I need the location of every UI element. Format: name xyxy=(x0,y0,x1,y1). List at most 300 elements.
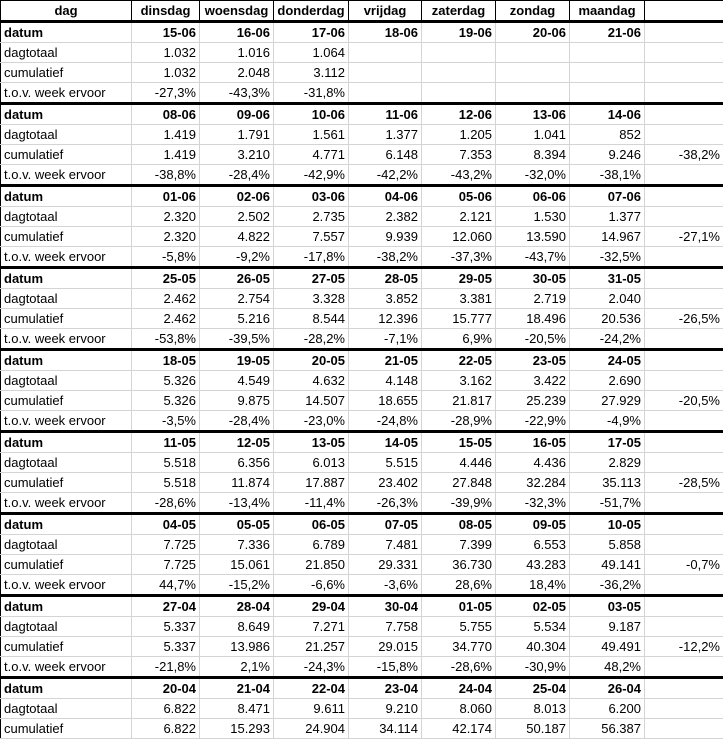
row-label: t.o.v. week ervoor xyxy=(1,657,132,678)
week-total-cell xyxy=(645,125,723,145)
week-total-cell xyxy=(645,535,723,555)
table-cell: 5.326 xyxy=(132,391,200,411)
table-cell: 7.725 xyxy=(132,535,200,555)
table-cell: 7.481 xyxy=(349,535,422,555)
table-cell: 4.148 xyxy=(349,371,422,391)
table-cell: 48,2% xyxy=(570,657,645,678)
table-cell: 1.419 xyxy=(132,125,200,145)
table-cell: -21,8% xyxy=(132,657,200,678)
tov-row xyxy=(1,247,723,268)
table-cell: 15.293 xyxy=(200,719,274,739)
header-day: maandag xyxy=(570,1,645,22)
table-cell: 1.377 xyxy=(349,125,422,145)
week-total-cell xyxy=(645,165,723,186)
table-cell: 17-05 xyxy=(570,432,645,453)
table-cell: 2.462 xyxy=(132,289,200,309)
table-cell: 26-05 xyxy=(200,268,274,289)
dagtotaal-row xyxy=(1,453,723,473)
table-cell: 13.986 xyxy=(200,637,274,657)
table-cell: 29-05 xyxy=(422,268,496,289)
table-cell: 20-04 xyxy=(132,678,200,699)
dagtotaal-row xyxy=(1,617,723,637)
table-cell: 6.013 xyxy=(274,453,349,473)
row-label: dagtotaal xyxy=(1,617,132,637)
table-cell: 2.121 xyxy=(422,207,496,227)
table-cell: 04-06 xyxy=(349,186,422,207)
week-total-cell: -12,2% xyxy=(645,637,723,657)
table-cell: 18.655 xyxy=(349,391,422,411)
table-cell: 2.048 xyxy=(200,63,274,83)
table-cell: 03-05 xyxy=(570,596,645,617)
table-cell xyxy=(496,43,570,63)
tov-row xyxy=(1,329,723,350)
table-cell: 09-06 xyxy=(200,104,274,125)
table-cell: 2.502 xyxy=(200,207,274,227)
table-cell: -32,0% xyxy=(496,165,570,186)
table-cell: 16-05 xyxy=(496,432,570,453)
table-cell: 28,6% xyxy=(422,575,496,596)
table-body xyxy=(1,22,723,739)
table-cell: -31,8% xyxy=(274,83,349,104)
row-label: cumulatief xyxy=(1,473,132,493)
table-cell: 42.174 xyxy=(422,719,496,739)
table-cell: -28,9% xyxy=(422,411,496,432)
table-cell: 14.967 xyxy=(570,227,645,247)
week-total-cell xyxy=(645,83,723,104)
table-cell: 50.187 xyxy=(496,719,570,739)
dagtotaal-row xyxy=(1,125,723,145)
table-cell xyxy=(422,63,496,83)
table-cell: 1.377 xyxy=(570,207,645,227)
dagtotaal-row xyxy=(1,207,723,227)
table-cell: -15,8% xyxy=(349,657,422,678)
table-cell: 17.887 xyxy=(274,473,349,493)
table-cell: -30,9% xyxy=(496,657,570,678)
table-cell: 49.141 xyxy=(570,555,645,575)
datum-row xyxy=(1,514,723,535)
table-cell: 21.817 xyxy=(422,391,496,411)
table-cell: 5.534 xyxy=(496,617,570,637)
table-cell: 1.032 xyxy=(132,63,200,83)
datum-row xyxy=(1,186,723,207)
table-cell: 19-05 xyxy=(200,350,274,371)
table-cell: -17,8% xyxy=(274,247,349,268)
table-cell: 20-06 xyxy=(496,22,570,43)
cumulatief-row xyxy=(1,555,723,575)
table-cell: 1.041 xyxy=(496,125,570,145)
week-total-cell xyxy=(645,411,723,432)
week-total-cell: -26,5% xyxy=(645,309,723,329)
week-total-cell xyxy=(645,63,723,83)
table-cell: 22-04 xyxy=(274,678,349,699)
table-cell: 4.549 xyxy=(200,371,274,391)
dagtotaal-row xyxy=(1,535,723,555)
table-cell: 2.040 xyxy=(570,289,645,309)
table-cell: 25.239 xyxy=(496,391,570,411)
table-cell: 13-05 xyxy=(274,432,349,453)
table-cell: 18-06 xyxy=(349,22,422,43)
row-label: t.o.v. week ervoor xyxy=(1,247,132,268)
table-cell xyxy=(496,83,570,104)
table-cell: 2.382 xyxy=(349,207,422,227)
table-cell: 30-05 xyxy=(496,268,570,289)
row-label: dagtotaal xyxy=(1,535,132,555)
table-cell: 18.496 xyxy=(496,309,570,329)
row-label: cumulatief xyxy=(1,145,132,165)
row-label: cumulatief xyxy=(1,719,132,739)
table-cell: 4.446 xyxy=(422,453,496,473)
tov-row xyxy=(1,493,723,514)
week-total-cell xyxy=(645,678,723,699)
table-cell: 2.320 xyxy=(132,227,200,247)
table-cell: 26-04 xyxy=(570,678,645,699)
table-cell: 15.777 xyxy=(422,309,496,329)
table-cell: 7.557 xyxy=(274,227,349,247)
table-cell xyxy=(349,43,422,63)
cumulatief-row xyxy=(1,145,723,165)
table-cell: 6.356 xyxy=(200,453,274,473)
table-cell: 15-05 xyxy=(422,432,496,453)
table-cell: 03-06 xyxy=(274,186,349,207)
table-cell: 2.462 xyxy=(132,309,200,329)
table-cell: -6,6% xyxy=(274,575,349,596)
table-cell: 30-04 xyxy=(349,596,422,617)
week-total-cell xyxy=(645,514,723,535)
table-cell: 21-05 xyxy=(349,350,422,371)
table-cell: 12-05 xyxy=(200,432,274,453)
header-dag: dag xyxy=(1,1,132,22)
table-cell: 43.283 xyxy=(496,555,570,575)
table-cell: -24,3% xyxy=(274,657,349,678)
table-cell: 09-05 xyxy=(496,514,570,535)
row-label: datum xyxy=(1,186,132,207)
table-cell: 27-05 xyxy=(274,268,349,289)
week-total-cell xyxy=(645,207,723,227)
table-cell: 6.789 xyxy=(274,535,349,555)
table-cell xyxy=(349,63,422,83)
table-cell: 27.929 xyxy=(570,391,645,411)
week-total-cell xyxy=(645,186,723,207)
table-cell: 36.730 xyxy=(422,555,496,575)
table-cell: 18,4% xyxy=(496,575,570,596)
table-cell: 5.858 xyxy=(570,535,645,555)
table-cell: -38,2% xyxy=(349,247,422,268)
row-label: dagtotaal xyxy=(1,453,132,473)
table-cell: 23.402 xyxy=(349,473,422,493)
table-cell: 1.205 xyxy=(422,125,496,145)
table-cell: 22-05 xyxy=(422,350,496,371)
table-cell: 6.553 xyxy=(496,535,570,555)
table-cell: 21.257 xyxy=(274,637,349,657)
week-total-cell xyxy=(645,596,723,617)
table-cell: 1.032 xyxy=(132,43,200,63)
row-label: datum xyxy=(1,432,132,453)
table-cell: 6.148 xyxy=(349,145,422,165)
table-cell: 4.771 xyxy=(274,145,349,165)
week-total-cell: -27,1% xyxy=(645,227,723,247)
table-cell: 11-06 xyxy=(349,104,422,125)
table-cell: -32,3% xyxy=(496,493,570,514)
tov-row xyxy=(1,657,723,678)
table-cell: 2.690 xyxy=(570,371,645,391)
week-total-cell xyxy=(645,575,723,596)
table-cell: 6.822 xyxy=(132,699,200,719)
week-total-cell xyxy=(645,104,723,125)
table-cell: 6.200 xyxy=(570,699,645,719)
row-label: t.o.v. week ervoor xyxy=(1,411,132,432)
datum-row xyxy=(1,104,723,125)
table-cell: 1.016 xyxy=(200,43,274,63)
row-label: cumulatief xyxy=(1,63,132,83)
table-cell: 5.755 xyxy=(422,617,496,637)
table-cell: 10-06 xyxy=(274,104,349,125)
table-cell: 2.320 xyxy=(132,207,200,227)
table-cell: -26,3% xyxy=(349,493,422,514)
header-day: donderdag xyxy=(274,1,349,22)
table-cell: -24,2% xyxy=(570,329,645,350)
datum-row xyxy=(1,268,723,289)
table-cell: -42,9% xyxy=(274,165,349,186)
table-cell: 1.530 xyxy=(496,207,570,227)
table-cell: 14.507 xyxy=(274,391,349,411)
header-day: zondag xyxy=(496,1,570,22)
table-cell: 11-05 xyxy=(132,432,200,453)
table-cell xyxy=(422,43,496,63)
table-cell: 8.649 xyxy=(200,617,274,637)
row-label: datum xyxy=(1,350,132,371)
table-cell: 34.770 xyxy=(422,637,496,657)
row-label: dagtotaal xyxy=(1,43,132,63)
table-cell: -20,5% xyxy=(496,329,570,350)
table-cell: -11,4% xyxy=(274,493,349,514)
table-cell: 13.590 xyxy=(496,227,570,247)
table-cell: 1.064 xyxy=(274,43,349,63)
header-day: zaterdag xyxy=(422,1,496,22)
table-cell xyxy=(422,83,496,104)
datum-row xyxy=(1,678,723,699)
row-label: t.o.v. week ervoor xyxy=(1,493,132,514)
table-cell: 7.758 xyxy=(349,617,422,637)
cumulatief-row xyxy=(1,473,723,493)
table-cell: 2,1% xyxy=(200,657,274,678)
table-cell: 2.735 xyxy=(274,207,349,227)
table-cell: 25-05 xyxy=(132,268,200,289)
table-cell: 5.326 xyxy=(132,371,200,391)
table-cell: 7.725 xyxy=(132,555,200,575)
table-cell: 40.304 xyxy=(496,637,570,657)
table-cell: -15,2% xyxy=(200,575,274,596)
table-cell: 3.328 xyxy=(274,289,349,309)
table-cell xyxy=(570,63,645,83)
table-cell: -38,8% xyxy=(132,165,200,186)
table-cell: 05-06 xyxy=(422,186,496,207)
table-cell: 3.112 xyxy=(274,63,349,83)
table-cell xyxy=(349,83,422,104)
table-cell: 9.246 xyxy=(570,145,645,165)
row-label: cumulatief xyxy=(1,555,132,575)
week-total-cell xyxy=(645,432,723,453)
table-cell: 21.850 xyxy=(274,555,349,575)
table-cell: 32.284 xyxy=(496,473,570,493)
week-total-cell xyxy=(645,657,723,678)
table-cell: -28,6% xyxy=(132,493,200,514)
table-cell: 9.875 xyxy=(200,391,274,411)
table-cell: 2.829 xyxy=(570,453,645,473)
table-cell: 31-05 xyxy=(570,268,645,289)
row-label: cumulatief xyxy=(1,637,132,657)
table-cell xyxy=(570,83,645,104)
table-cell: -53,8% xyxy=(132,329,200,350)
cumulatief-row xyxy=(1,391,723,411)
week-total-cell: -28,5% xyxy=(645,473,723,493)
table-cell: -23,0% xyxy=(274,411,349,432)
table-cell: 25-04 xyxy=(496,678,570,699)
table-cell: 4.822 xyxy=(200,227,274,247)
week-total-cell xyxy=(645,268,723,289)
table-cell: -28,4% xyxy=(200,411,274,432)
row-label: datum xyxy=(1,22,132,43)
table-cell: 02-06 xyxy=(200,186,274,207)
dagtotaal-row xyxy=(1,43,723,63)
table-cell: 5.518 xyxy=(132,473,200,493)
table-cell: -36,2% xyxy=(570,575,645,596)
table-cell: 49.491 xyxy=(570,637,645,657)
table-cell xyxy=(570,43,645,63)
header-day: woensdag xyxy=(200,1,274,22)
table-cell: 28-05 xyxy=(349,268,422,289)
table-cell: 6,9% xyxy=(422,329,496,350)
cumulatief-row xyxy=(1,637,723,657)
table-cell: 10-05 xyxy=(570,514,645,535)
table-cell: -43,2% xyxy=(422,165,496,186)
table-cell: -7,1% xyxy=(349,329,422,350)
table-cell: 8.471 xyxy=(200,699,274,719)
table-cell: 04-05 xyxy=(132,514,200,535)
row-label: cumulatief xyxy=(1,227,132,247)
table-cell: 27.848 xyxy=(422,473,496,493)
dagtotaal-row xyxy=(1,699,723,719)
table-cell: 02-05 xyxy=(496,596,570,617)
table-cell: 06-05 xyxy=(274,514,349,535)
table-cell: 4.632 xyxy=(274,371,349,391)
tov-row xyxy=(1,575,723,596)
table-cell: 44,7% xyxy=(132,575,200,596)
table-cell: -9,2% xyxy=(200,247,274,268)
tov-row xyxy=(1,411,723,432)
table-cell: 5.337 xyxy=(132,617,200,637)
table-cell: 7.336 xyxy=(200,535,274,555)
table-cell: 8.060 xyxy=(422,699,496,719)
row-label: datum xyxy=(1,268,132,289)
table-cell: 15-06 xyxy=(132,22,200,43)
table-cell: 08-06 xyxy=(132,104,200,125)
tov-row xyxy=(1,83,723,104)
table-cell: -28,2% xyxy=(274,329,349,350)
week-total-cell xyxy=(645,289,723,309)
row-label: dagtotaal xyxy=(1,371,132,391)
table-cell: -28,6% xyxy=(422,657,496,678)
table-cell: -22,9% xyxy=(496,411,570,432)
table-cell: 23-05 xyxy=(496,350,570,371)
table-cell: 21-04 xyxy=(200,678,274,699)
week-total-cell xyxy=(645,719,723,739)
table-cell: 4.436 xyxy=(496,453,570,473)
table-cell: 24-05 xyxy=(570,350,645,371)
table-cell: 29.331 xyxy=(349,555,422,575)
table-cell: -24,8% xyxy=(349,411,422,432)
table-cell: -42,2% xyxy=(349,165,422,186)
row-label: dagtotaal xyxy=(1,125,132,145)
table-cell: 27-04 xyxy=(132,596,200,617)
table-cell: -37,3% xyxy=(422,247,496,268)
table-cell: -43,7% xyxy=(496,247,570,268)
table-cell: 2.754 xyxy=(200,289,274,309)
table-cell: 8.013 xyxy=(496,699,570,719)
table-cell: 7.399 xyxy=(422,535,496,555)
row-label: t.o.v. week ervoor xyxy=(1,83,132,104)
cumulatief-row xyxy=(1,227,723,247)
table-cell: -3,6% xyxy=(349,575,422,596)
week-total-cell xyxy=(645,329,723,350)
table-cell: 7.353 xyxy=(422,145,496,165)
table-cell: 24.904 xyxy=(274,719,349,739)
table-cell: 14-06 xyxy=(570,104,645,125)
table-cell: 8.544 xyxy=(274,309,349,329)
table-cell: 23-04 xyxy=(349,678,422,699)
week-total-cell: -20,5% xyxy=(645,391,723,411)
table-cell xyxy=(496,63,570,83)
tov-row xyxy=(1,165,723,186)
table-cell: 01-06 xyxy=(132,186,200,207)
cumulatief-row xyxy=(1,719,723,739)
table-cell: 07-05 xyxy=(349,514,422,535)
row-label: datum xyxy=(1,514,132,535)
table-cell: 3.381 xyxy=(422,289,496,309)
table-cell: -43,3% xyxy=(200,83,274,104)
table-cell: 6.822 xyxy=(132,719,200,739)
table-cell: -32,5% xyxy=(570,247,645,268)
table-cell: 56.387 xyxy=(570,719,645,739)
table-cell: 08-05 xyxy=(422,514,496,535)
table-cell: -5,8% xyxy=(132,247,200,268)
table-cell: 5.337 xyxy=(132,637,200,657)
row-label: cumulatief xyxy=(1,391,132,411)
week-total-cell xyxy=(645,453,723,473)
table-cell: 1.419 xyxy=(132,145,200,165)
table-cell: 13-06 xyxy=(496,104,570,125)
week-total-cell xyxy=(645,699,723,719)
table-cell: 28-04 xyxy=(200,596,274,617)
table-cell: 05-05 xyxy=(200,514,274,535)
table-cell: 16-06 xyxy=(200,22,274,43)
dagtotaal-row xyxy=(1,289,723,309)
table-cell: -38,1% xyxy=(570,165,645,186)
table-cell: 19-06 xyxy=(422,22,496,43)
datum-row xyxy=(1,432,723,453)
table-cell: 17-06 xyxy=(274,22,349,43)
table-cell: 9.210 xyxy=(349,699,422,719)
row-label: datum xyxy=(1,104,132,125)
table-cell: -13,4% xyxy=(200,493,274,514)
week-total-cell xyxy=(645,617,723,637)
row-label: datum xyxy=(1,678,132,699)
table-cell: 3.422 xyxy=(496,371,570,391)
row-label: cumulatief xyxy=(1,309,132,329)
table-cell: -39,9% xyxy=(422,493,496,514)
week-total-cell: -0,7% xyxy=(645,555,723,575)
row-label: t.o.v. week ervoor xyxy=(1,329,132,350)
table-cell: -51,7% xyxy=(570,493,645,514)
